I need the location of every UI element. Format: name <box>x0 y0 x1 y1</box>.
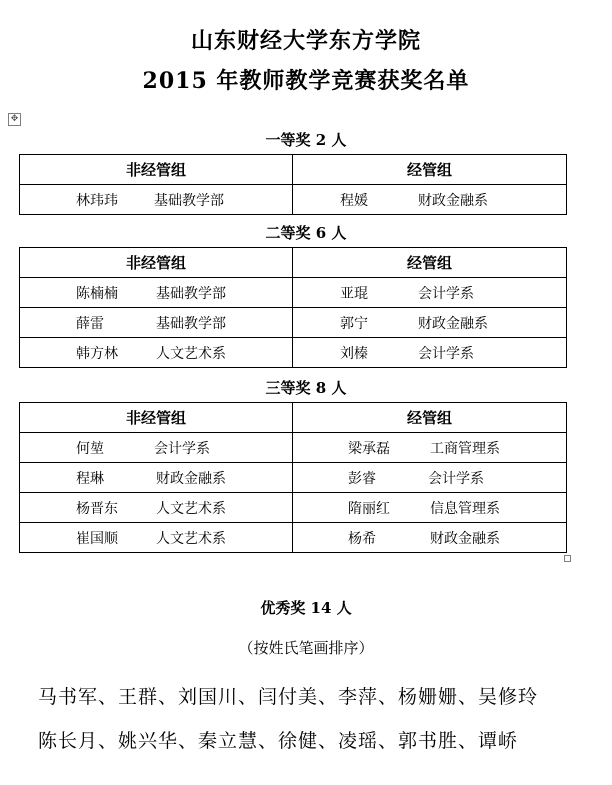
winner-dept: 财政金融系 <box>156 470 226 487</box>
winner-dept: 信息管理系 <box>430 500 500 517</box>
winner-name: 刘榛 <box>340 345 368 362</box>
winner-dept: 人文艺术系 <box>156 530 226 547</box>
winner-name: 杨希 <box>348 530 376 547</box>
winner-dept: 基础教学部 <box>156 285 226 302</box>
second-prize-title: 二等奖 6 人 <box>265 224 347 242</box>
document-title: 山东财经大学东方学院 <box>190 28 421 54</box>
winner-dept: 基础教学部 <box>156 315 226 332</box>
excellent-names-line-1: 马书军、王群、刘国川、闫付美、李萍、杨姗姗、吴修玲 <box>38 686 539 708</box>
excellent-names-line-2: 陈长月、姚兴华、秦立慧、徐健、凌瑶、郭书胜、谭峤 <box>38 730 519 752</box>
winner-name: 郭宁 <box>340 315 368 332</box>
winner-dept: 基础教学部 <box>154 192 224 209</box>
table-row <box>20 433 567 463</box>
winner-name: 崔国顺 <box>76 530 118 547</box>
third-prize-left-header: 非经管组 <box>20 403 293 433</box>
third-prize-title: 三等奖 8 人 <box>265 379 347 397</box>
winner-name: 薛雷 <box>76 315 104 332</box>
first-prize-right-header: 经管组 <box>293 155 567 185</box>
winner-name: 何堃 <box>76 440 104 457</box>
second-prize-left-header: 非经管组 <box>20 248 293 278</box>
winner-name: 亚琨 <box>340 285 368 302</box>
second-prize-table <box>19 247 567 368</box>
second-prize-right-header: 经管组 <box>293 248 567 278</box>
winner-name: 梁承磊 <box>348 440 390 457</box>
winner-dept: 会计学系 <box>418 345 474 362</box>
winner-dept: 财政金融系 <box>430 530 500 547</box>
first-prize-title: 一等奖 2 人 <box>265 131 347 149</box>
winner-dept: 财政金融系 <box>418 192 488 209</box>
excellent-award-note: （按姓氏笔画排序） <box>238 639 374 657</box>
table-row <box>20 523 567 553</box>
winner-dept: 人文艺术系 <box>156 345 226 362</box>
winner-name: 程琳 <box>76 470 104 487</box>
winner-dept: 会计学系 <box>154 440 210 457</box>
table-resize-handle[interactable] <box>564 555 571 562</box>
table-row <box>20 493 567 523</box>
winner-dept: 会计学系 <box>418 285 474 302</box>
winner-name: 林玮玮 <box>76 192 118 209</box>
winner-name: 杨晋东 <box>76 500 118 517</box>
move-anchor-icon[interactable]: ✥ <box>8 113 21 126</box>
table-row <box>20 278 567 308</box>
winner-name: 彭睿 <box>348 470 376 487</box>
table-row <box>20 185 567 215</box>
table-row <box>20 338 567 368</box>
document-subtitle: 2015 年教师教学竞赛获奖名单 <box>142 68 470 94</box>
winner-name: 隋丽红 <box>348 500 390 517</box>
winner-name: 韩方林 <box>76 345 118 362</box>
winner-dept: 人文艺术系 <box>156 500 226 517</box>
winner-name: 程媛 <box>340 192 368 209</box>
first-prize-table <box>19 154 567 215</box>
table-row <box>20 308 567 338</box>
third-prize-table <box>19 402 567 553</box>
winner-name: 陈楠楠 <box>76 285 118 302</box>
first-prize-left-header: 非经管组 <box>20 155 293 185</box>
winner-dept: 会计学系 <box>428 470 484 487</box>
third-prize-right-header: 经管组 <box>293 403 567 433</box>
table-row <box>20 463 567 493</box>
winner-dept: 财政金融系 <box>418 315 488 332</box>
excellent-award-title: 优秀奖 14 人 <box>260 599 352 617</box>
winner-dept: 工商管理系 <box>430 440 500 457</box>
